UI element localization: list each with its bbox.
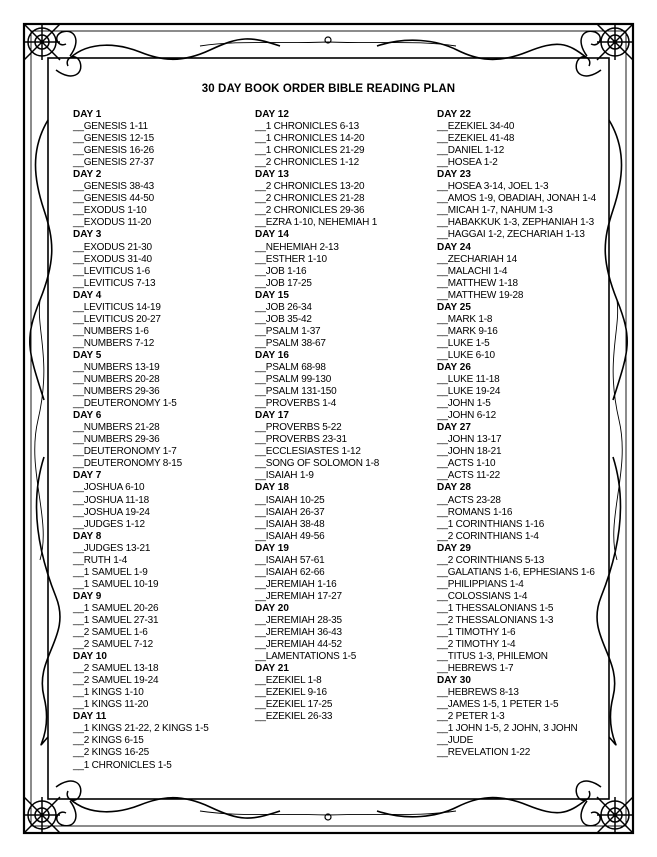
day-heading: DAY 24 <box>437 241 471 253</box>
reading-item: __JOHN 18-21 <box>437 446 502 458</box>
reading-item: __1 SAMUEL 27-31 <box>73 614 159 626</box>
reading-item: __AMOS 1-9, OBADIAH, JONAH 1-4 <box>437 193 597 205</box>
reading-item: __PSALM 131-150 <box>255 386 337 398</box>
reading-item: __ACTS 1-10 <box>437 458 496 470</box>
day-heading: DAY 18 <box>255 482 289 494</box>
day-heading: DAY 3 <box>73 229 102 241</box>
reading-item: __EZEKIEL 1-8 <box>255 675 322 687</box>
reading-item: __EZEKIEL 9-16 <box>255 687 327 699</box>
day-heading: DAY 8 <box>73 530 102 542</box>
reading-item: __HOSEA 3-14, JOEL 1-3 <box>437 181 549 193</box>
reading-item: __GENESIS 16-26 <box>73 145 154 157</box>
reading-item: __EZEKIEL 34-40 <box>437 121 515 133</box>
reading-item: __LEVITICUS 7-13 <box>73 277 156 289</box>
reading-item: __GENESIS 44-50 <box>73 193 154 205</box>
reading-item: __DEUTERONOMY 8-15 <box>73 458 183 470</box>
reading-column-1 <box>73 109 263 772</box>
reading-column-2 <box>255 109 445 723</box>
reading-item: __GENESIS 1-11 <box>73 121 148 133</box>
day-heading: DAY 16 <box>255 349 289 361</box>
reading-item: __JOB 17-25 <box>255 277 312 289</box>
reading-item: __JOHN 13-17 <box>437 434 502 446</box>
reading-item: __ISAIAH 26-37 <box>255 506 325 518</box>
reading-item: __NUMBERS 13-19 <box>73 361 160 373</box>
reading-item: __ISAIAH 1-9 <box>255 470 314 482</box>
reading-item: __1 SAMUEL 1-9 <box>73 566 148 578</box>
reading-item: __2 SAMUEL 7-12 <box>73 639 154 651</box>
reading-item: __DANIEL 1-12 <box>437 145 505 157</box>
reading-item: __2 CHRONICLES 13-20 <box>255 181 365 193</box>
reading-item: __EZEKIEL 26-33 <box>255 711 333 723</box>
reading-item: __JUDE <box>437 735 474 747</box>
reading-item: __PROVERBS 1-4 <box>255 398 337 410</box>
reading-item: __JAMES 1-5, 1 PETER 1-5 <box>437 699 559 711</box>
reading-item: __COLOSSIANS 1-4 <box>437 590 528 602</box>
reading-item: __HABAKKUK 1-3, ZEPHANIAH 1-3 <box>437 217 595 229</box>
day-heading: DAY 22 <box>437 109 471 120</box>
reading-item: __GENESIS 12-15 <box>73 133 154 145</box>
reading-item: __1 CHRONICLES 6-13 <box>255 121 360 133</box>
reading-item: __JEREMIAH 17-27 <box>255 590 342 602</box>
reading-item: __1 KINGS 1-10 <box>73 687 144 699</box>
reading-item: __NUMBERS 20-28 <box>73 374 160 386</box>
day-heading: DAY 26 <box>437 361 471 373</box>
reading-item: __LUKE 11-18 <box>437 374 500 386</box>
reading-item: __REVELATION 1-22 <box>437 747 531 759</box>
reading-item: __GENESIS 27-37 <box>73 157 154 169</box>
day-heading: DAY 25 <box>437 301 471 313</box>
reading-item: __JOSHUA 6-10 <box>73 482 145 494</box>
reading-item: __1 SAMUEL 20-26 <box>73 602 159 614</box>
day-heading: DAY 19 <box>255 542 289 554</box>
day-heading: DAY 5 <box>73 349 102 361</box>
day-heading: DAY 15 <box>255 289 289 301</box>
reading-item: __LEVITICUS 1-6 <box>73 265 151 277</box>
reading-item: __PSALM 68-98 <box>255 361 326 373</box>
day-heading: DAY 4 <box>73 289 102 301</box>
reading-item: __DEUTERONOMY 1-7 <box>73 446 177 458</box>
reading-item: __EZEKIEL 17-25 <box>255 699 333 711</box>
day-heading: DAY 14 <box>255 229 289 241</box>
reading-item: __2 CHRONICLES 21-28 <box>255 193 365 205</box>
reading-item: __1 CORINTHIANS 1-16 <box>437 518 545 530</box>
day-heading: DAY 20 <box>255 602 289 614</box>
reading-item: __ISAIAH 57-61 <box>255 554 325 566</box>
reading-item: __EXODUS 31-40 <box>73 253 152 265</box>
reading-item: __2 SAMUEL 1-6 <box>73 627 148 639</box>
reading-item: __ZECHARIAH 14 <box>437 253 518 265</box>
day-heading: DAY 29 <box>437 542 471 554</box>
reading-item: __ACTS 11-22 <box>437 470 501 482</box>
reading-item: __GENESIS 38-43 <box>73 181 154 193</box>
day-heading: DAY 12 <box>255 109 289 120</box>
reading-item: __NEHEMIAH 2-13 <box>255 241 339 253</box>
reading-item: __EXODUS 21-30 <box>73 241 152 253</box>
reading-item: __EXODUS 1-10 <box>73 205 147 217</box>
reading-item: __ISAIAH 38-48 <box>255 518 325 530</box>
reading-item: __JEREMIAH 28-35 <box>255 614 342 626</box>
reading-item: __1 CHRONICLES 14-20 <box>255 133 365 145</box>
reading-item: __EXODUS 11-20 <box>73 217 152 229</box>
reading-item: __MATTHEW 1-18 <box>437 277 518 289</box>
day-heading: DAY 10 <box>73 651 107 663</box>
reading-column-3 <box>437 109 607 760</box>
reading-item: __1 CHRONICLES 21-29 <box>255 145 365 157</box>
reading-item: __LUKE 1-5 <box>437 337 490 349</box>
reading-item: __JOHN 1-5 <box>437 398 491 410</box>
reading-item: __2 PETER 1-3 <box>437 711 505 723</box>
reading-item: __MARK 1-8 <box>437 313 493 325</box>
reading-item: __2 CORINTHIANS 5-13 <box>437 554 545 566</box>
day-heading: DAY 9 <box>73 590 102 602</box>
reading-item: __ECCLESIASTES 1-12 <box>255 446 361 458</box>
day-heading: DAY 28 <box>437 482 471 494</box>
reading-item: __JOB 1-16 <box>255 265 307 277</box>
page-title: 30 DAY BOOK ORDER BIBLE READING PLAN <box>201 83 456 95</box>
reading-item: __PROVERBS 5-22 <box>255 422 342 434</box>
reading-item: __2 CHRONICLES 1-12 <box>255 157 360 169</box>
reading-item: __LAMENTATIONS 1-5 <box>255 651 357 663</box>
day-heading: DAY 30 <box>437 675 471 687</box>
reading-item: __NUMBERS 7-12 <box>73 337 155 349</box>
reading-item: __1 KINGS 21-22, 2 KINGS 1-5 <box>73 723 209 735</box>
reading-item: __EZEKIEL 41-48 <box>437 133 515 145</box>
reading-item: __1 SAMUEL 10-19 <box>73 578 159 590</box>
reading-item: __PHILIPPIANS 1-4 <box>437 578 524 590</box>
day-heading: DAY 13 <box>255 169 289 181</box>
reading-item: __HEBREWS 8-13 <box>437 687 519 699</box>
reading-item: __JUDGES 13-21 <box>73 542 151 554</box>
reading-item: __ISAIAH 49-56 <box>255 530 325 542</box>
reading-item: __PSALM 1-37 <box>255 325 321 337</box>
reading-item: __2 KINGS 16-25 <box>73 747 149 759</box>
reading-item: __JEREMIAH 36-43 <box>255 627 342 639</box>
reading-item: __MARK 9-16 <box>437 325 498 337</box>
reading-item: __NUMBERS 29-36 <box>73 386 160 398</box>
reading-item: __JOB 35-42 <box>255 313 312 325</box>
day-heading: DAY 11 <box>73 711 107 723</box>
reading-item: __ACTS 23-28 <box>437 494 501 506</box>
reading-item: __2 KINGS 6-15 <box>73 735 144 747</box>
reading-item: __SONG OF SOLOMON 1-8 <box>255 458 380 470</box>
reading-item: __MALACHI 1-4 <box>437 265 508 277</box>
reading-item: __HAGGAI 1-2, ZECHARIAH 1-13 <box>437 229 585 241</box>
reading-item: __EZRA 1-10, NEHEMIAH 1 <box>255 217 378 229</box>
reading-item: __JOB 26-34 <box>255 301 312 313</box>
reading-item: __PROVERBS 23-31 <box>255 434 347 446</box>
reading-item: __MICAH 1-7, NAHUM 1-3 <box>437 205 553 217</box>
day-heading: DAY 17 <box>255 410 289 422</box>
reading-item: __2 SAMUEL 19-24 <box>73 675 159 687</box>
reading-item: __LEVITICUS 20-27 <box>73 313 161 325</box>
reading-item: __JUDGES 1-12 <box>73 518 145 530</box>
reading-item: __JOSHUA 11-18 <box>73 494 149 506</box>
reading-item: __JOSHUA 19-24 <box>73 506 150 518</box>
reading-item: __DEUTERONOMY 1-5 <box>73 398 177 410</box>
reading-item: __2 SAMUEL 13-18 <box>73 663 159 675</box>
reading-item: __JEREMIAH 1-16 <box>255 578 337 590</box>
reading-item: __MATTHEW 19-28 <box>437 289 524 301</box>
reading-item: __2 THESSALONIANS 1-3 <box>437 614 554 626</box>
reading-item: __1 KINGS 11-20 <box>73 699 149 711</box>
reading-item: __1 TIMOTHY 1-6 <box>437 627 516 639</box>
reading-item: __1 CHRONICLES 1-5 <box>73 759 172 771</box>
reading-item: __LUKE 6-10 <box>437 349 495 361</box>
reading-item: __1 JOHN 1-5, 2 JOHN, 3 JOHN <box>437 723 578 735</box>
reading-item: __1 THESSALONIANS 1-5 <box>437 602 554 614</box>
day-heading: DAY 7 <box>73 470 102 482</box>
reading-item: __NUMBERS 21-28 <box>73 422 160 434</box>
reading-item: __HEBREWS 1-7 <box>437 663 514 675</box>
day-heading: DAY 6 <box>73 410 102 422</box>
reading-item: __GALATIANS 1-6, EPHESIANS 1-6 <box>437 566 595 578</box>
reading-item: __ROMANS 1-16 <box>437 506 513 518</box>
reading-item: __JOHN 6-12 <box>437 410 496 422</box>
reading-item: __PSALM 38-67 <box>255 337 326 349</box>
reading-item: __2 CORINTHIANS 1-4 <box>437 530 539 542</box>
reading-item: __LEVITICUS 14-19 <box>73 301 161 313</box>
reading-item: __JEREMIAH 44-52 <box>255 639 342 651</box>
day-heading: DAY 23 <box>437 169 471 181</box>
reading-item: __ESTHER 1-10 <box>255 253 327 265</box>
reading-item: __NUMBERS 1-6 <box>73 325 149 337</box>
reading-item: __HOSEA 1-2 <box>437 157 498 169</box>
day-heading: DAY 1 <box>73 109 102 120</box>
reading-item: __PSALM 99-130 <box>255 374 332 386</box>
reading-item: __RUTH 1-4 <box>73 554 128 566</box>
reading-item: __ISAIAH 62-66 <box>255 566 325 578</box>
day-heading: DAY 21 <box>255 663 289 675</box>
reading-item: __LUKE 19-24 <box>437 386 501 398</box>
day-heading: DAY 27 <box>437 422 471 434</box>
day-heading: DAY 2 <box>73 169 102 181</box>
reading-item: __TITUS 1-3, PHILEMON <box>437 651 548 663</box>
reading-item: __2 TIMOTHY 1-4 <box>437 639 516 651</box>
reading-item: __2 CHRONICLES 29-36 <box>255 205 365 217</box>
reading-item: __ISAIAH 10-25 <box>255 494 325 506</box>
reading-item: __NUMBERS 29-36 <box>73 434 160 446</box>
